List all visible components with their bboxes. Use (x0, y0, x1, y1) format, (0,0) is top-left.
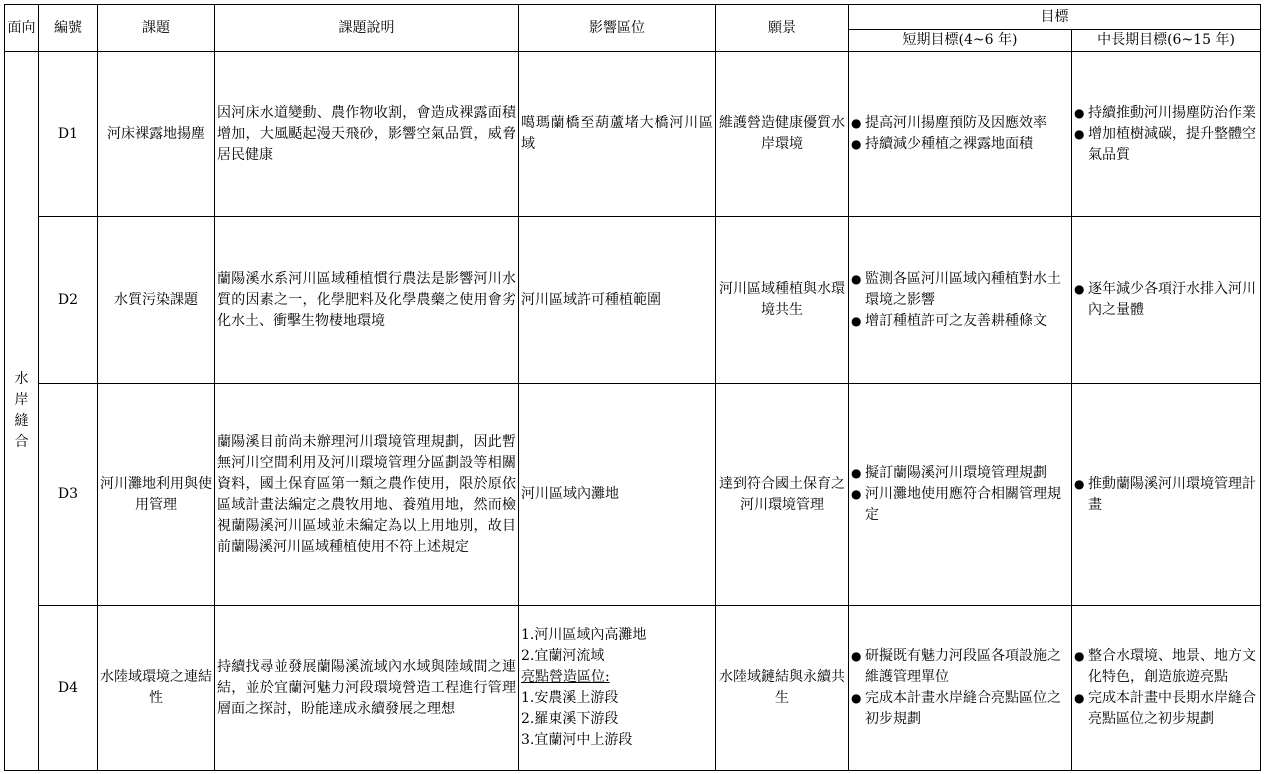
row-vision: 維護營造健康優質水岸環境 (716, 52, 849, 217)
row-area: 河川區域許可種植範圍 (519, 217, 716, 384)
row-code: D3 (39, 384, 98, 606)
row-short-goals (849, 52, 1072, 217)
goal-text: 增訂種植許可之友善耕種條文 (865, 312, 1047, 329)
header-code: 編號 (39, 5, 98, 52)
table-row (5, 52, 1261, 217)
bullet-icon: ● (851, 116, 862, 130)
area-line: 2.羅東溪下游段 (521, 711, 619, 727)
row-long-goals (1072, 606, 1261, 771)
goal-bullet (851, 113, 1069, 134)
row-short-goals (849, 217, 1072, 384)
goal-text: 持續減少種植之裸露地面積 (865, 136, 1033, 152)
goal-bullet (1074, 103, 1258, 124)
bullet-icon: ● (851, 649, 862, 663)
row-long-goals (1072, 217, 1261, 384)
area-line: 1.安農溪上游段 (521, 690, 619, 706)
table-row (5, 384, 1261, 606)
row-area: 河川區域內灘地 (519, 384, 716, 606)
header-area: 影響區位 (519, 5, 716, 52)
bullet-icon: ● (1074, 476, 1085, 491)
row-code: D2 (39, 217, 98, 384)
header-topic: 課題 (98, 5, 215, 52)
goal-text: 整合水環境、地景、地方文化特色，創造旅遊亮點 (1088, 648, 1256, 685)
row-topic: 水質污染課題 (98, 217, 215, 384)
header-vision: 願景 (716, 5, 849, 52)
row-description: 蘭陽溪目前尚未辦理河川環境管理規劃，因此暫無河川空間利用及河川環境管理分區劃設等相關資料，國土保育區第一類之農作使用，限於原依區域計畫法編定之農牧用地、養殖用地，然而檢視蘭陽溪河川區域並未編定為以上用地別，故目前蘭陽溪河川區域種植使用不符上述規定 (215, 384, 519, 606)
issue-table (4, 4, 1261, 771)
header-description: 課題說明 (215, 5, 519, 52)
goal-bullet (851, 646, 1069, 688)
bullet-icon: ● (1074, 105, 1085, 120)
row-code: D4 (39, 606, 98, 771)
table-row (5, 606, 1261, 771)
goal-bullet (1074, 279, 1258, 321)
goal-bullet (851, 484, 1069, 526)
row-vision: 河川區域種植與水環境共生 (716, 217, 849, 384)
row-description: 蘭陽溪水系河川區域種植慣行農法是影響河川水質的因素之一，化學肥料及化學農藥之使用會劣化水土、衝擊生物棲地環境 (215, 217, 519, 384)
goal-bullet (1074, 646, 1258, 688)
header-short-term: 短期目標(4~6 年) (849, 30, 1072, 52)
row-vision: 達到符合國土保育之河川環境管理 (716, 384, 849, 606)
row-topic: 水陸域環境之連結性 (98, 606, 215, 771)
bullet-icon: ● (851, 313, 862, 328)
bullet-icon: ● (1074, 691, 1085, 705)
bullet-icon: ● (1074, 282, 1085, 296)
bullet-icon: ● (1074, 126, 1085, 141)
header-long-term: 中長期目標(6~15 年) (1072, 30, 1261, 52)
area-subheading: 亮點營造區位: (521, 669, 610, 685)
goal-bullet (851, 688, 1069, 730)
goal-bullet (1074, 688, 1258, 730)
bullet-icon: ● (851, 691, 862, 705)
goal-bullet (851, 463, 1069, 484)
category-cell: 水岸縫合 (5, 52, 39, 771)
area-line: 3.宜蘭河中上游段 (521, 732, 633, 748)
goal-bullet (851, 269, 1069, 311)
bullet-icon: ● (851, 487, 862, 501)
table-row (5, 217, 1261, 384)
goal-bullet (851, 134, 1069, 155)
goal-text: 擬訂蘭陽溪河川環境管理規劃 (865, 465, 1047, 481)
goal-text: 完成本計畫中長期水岸縫合亮點區位之初步規劃 (1088, 690, 1256, 727)
goal-text: 提高河川揚塵預防及因應效率 (865, 115, 1047, 131)
row-description: 因河床水道變動、農作物收割，會造成裸露面積增加，大風颳起漫天飛砂，影響空氣品質，威脅居民健康 (215, 52, 519, 217)
bullet-icon: ● (851, 137, 862, 151)
area-line: 2.宜蘭河流域 (521, 648, 605, 664)
area-line: 1.河川區域內高灘地 (521, 627, 647, 643)
goal-text: 完成本計畫水岸縫合亮點區位之初步規劃 (865, 690, 1061, 727)
row-topic: 河川灘地利用與使用管理 (98, 384, 215, 606)
goal-text: 河川灘地使用應符合相關管理規定 (865, 486, 1061, 523)
header-goals: 目標 (849, 5, 1261, 30)
goal-text: 研擬既有魅力河段區各項設施之維護管理單位 (865, 648, 1061, 685)
bullet-icon: ● (1074, 649, 1085, 663)
goal-bullet (1074, 124, 1258, 166)
row-short-goals (849, 384, 1072, 606)
row-area (519, 606, 716, 771)
row-short-goals (849, 606, 1072, 771)
goal-bullet (851, 311, 1069, 332)
row-long-goals (1072, 384, 1261, 606)
header-aspect: 面向 (5, 5, 39, 52)
goal-text: 推動蘭陽溪河川環境管理計畫 (1088, 475, 1256, 513)
bullet-icon: ● (851, 466, 862, 480)
goal-text: 監測各區河川區域內種植對水土環境之影響 (865, 270, 1061, 308)
row-description: 持續找尋並發展蘭陽溪流域內水域與陸域間之連結，並於宜蘭河魅力河段環境營造工程進行管理層面之探討，盼能達成永續發展之理想 (215, 606, 519, 771)
row-topic: 河床裸露地揚塵 (98, 52, 215, 217)
row-area: 噶瑪蘭橋至葫蘆堵大橋河川區域 (519, 52, 716, 217)
bullet-icon: ● (851, 271, 862, 286)
goal-text: 逐年減少各項汙水排入河川內之量體 (1088, 281, 1256, 318)
goal-text: 持續推動河川揚塵防治作業 (1088, 104, 1256, 121)
goal-bullet (1074, 474, 1258, 516)
row-vision: 水陸域鏈結與永續共生 (716, 606, 849, 771)
goal-text: 增加植樹減碳，提升整體空氣品質 (1088, 125, 1256, 163)
row-long-goals (1072, 52, 1261, 217)
row-code: D1 (39, 52, 98, 217)
